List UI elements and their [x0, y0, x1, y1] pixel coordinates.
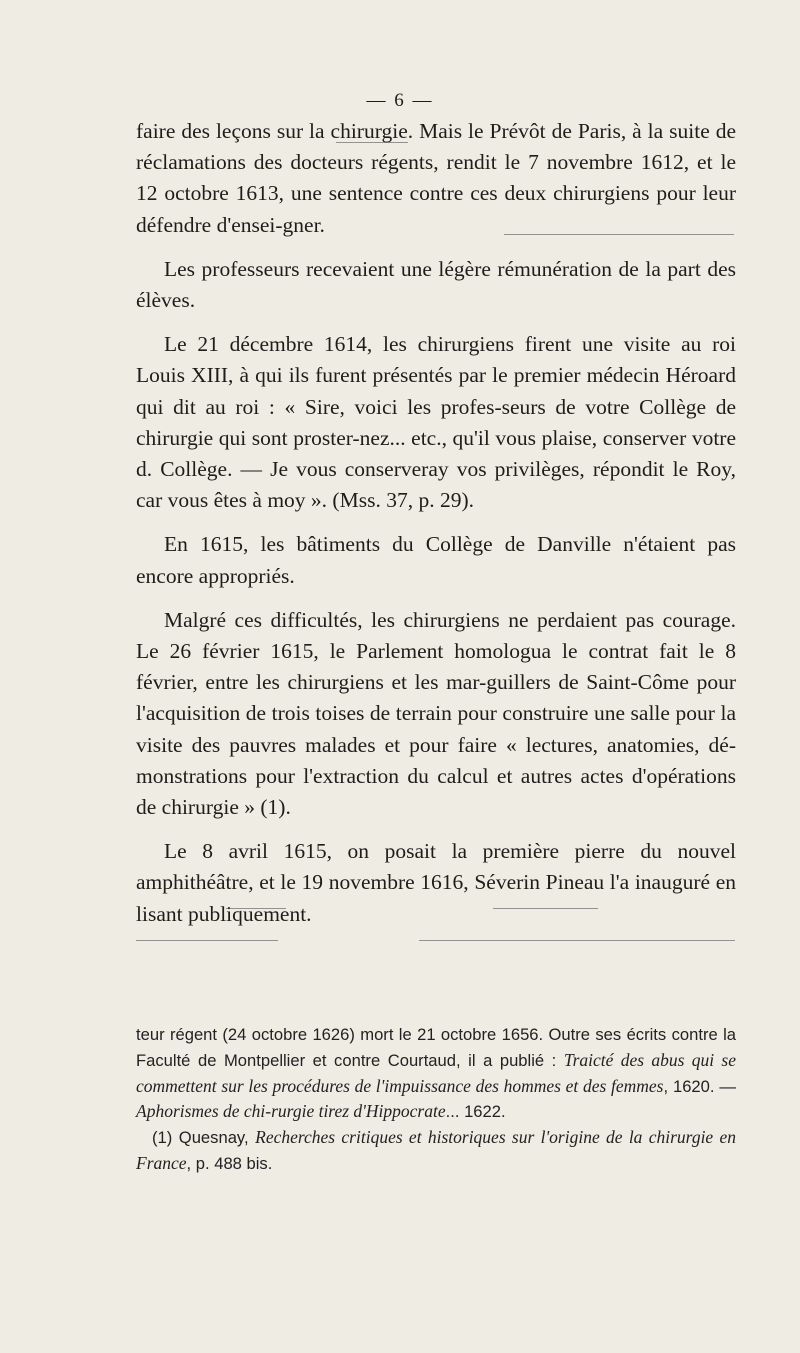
pencil-mark-4	[493, 908, 598, 909]
footnote-1	[136, 1125, 736, 1177]
footnote-continuation	[136, 1022, 736, 1125]
paragraph-4: En 1615, les bâtiments du Collège de Danville n'étaient pas encore appropriés.	[136, 532, 736, 588]
footnote-continuation-text-3: ... 1622.	[445, 1102, 506, 1122]
footnote-1-text-1: (1) Quesnay,	[152, 1128, 256, 1148]
footnote-continuation-title-1: Traicté des abus qui se commettent sur les procédures de l'impuissance des hommes et des femmes	[136, 1049, 737, 1096]
paragraph-1: faire des leçons sur la chirurgie. Mais le Prévôt de Paris, à la suite de réclamations des docteurs régents, rendit le 7 novembre 1612, et le 12 octobre 1613, une sentence contre ces deux chirurgiens pour leur défendre d'ensei-gner.	[136, 119, 736, 237]
footnote-continuation-text-2: , 1620. —	[663, 1076, 737, 1096]
body-text	[136, 116, 736, 943]
footnote-continuation-title-2: Aphorismes de chi-rurgie tirez d'Hippocrate	[136, 1101, 446, 1122]
pencil-mark-1	[336, 142, 408, 143]
paragraph-2: Les professeurs recevaient une légère rémunération de la part des élèves.	[136, 256, 736, 313]
footnote-continuation-text-1: teur régent (24 octobre 1626) mort le 21 octobre 1656. Outre ses écrits contre la Faculté de Montpellier et contre Courtaud, il a publié :	[136, 1025, 736, 1070]
pencil-mark-6	[419, 940, 735, 941]
paragraph-5: Malgré ces difficultés, les chirurgiens ne perdaient pas courage. Le 26 février 1615, le Parlement homologua le contrat fait le 8 février, entre les chirurgiens et les mar-guillers de Saint-Côme pour l'acquisition de trois toises de terrain pour construire une salle pour la visite des pauvres malades et pour faire « lectures, anatomies, dé-monstrations pour l'extraction du calcul et autres actes d'opérations de chirurgie » (1).	[136, 607, 736, 820]
footnotes	[136, 1022, 736, 1177]
footnote-1-text-2: , p. 488 bis.	[186, 1153, 273, 1173]
paragraph-6: Le 8 avril 1615, on posait la première pierre du nouvel amphithéâtre, et le 19 novembre 1616, Séverin Pineau l'a inauguré en lisant publiquement.	[136, 839, 736, 926]
page-number: — 6 —	[366, 90, 434, 111]
pencil-mark-5	[136, 940, 278, 941]
pencil-mark-3	[226, 908, 286, 909]
footnote-1-title: Recherches critiques et historiques sur l'origine de la chirurgie en France	[136, 1127, 737, 1173]
paragraph-3: Le 21 décembre 1614, les chirurgiens firent une visite au roi Louis XIII, à qui ils furent présentés par le premier médecin Héroard qui dit au roi : « Sire, voici les profes-seurs de votre Collège de chirurgie qui sont proster-nez... etc., qu'il vous plaise, conserver votre d. Collège. — Je vous conserveray vos privilèges, répondit le Roy, car vous êtes à moy ». (Mss. 37, p. 29).	[136, 332, 736, 513]
pencil-mark-2	[504, 234, 734, 235]
